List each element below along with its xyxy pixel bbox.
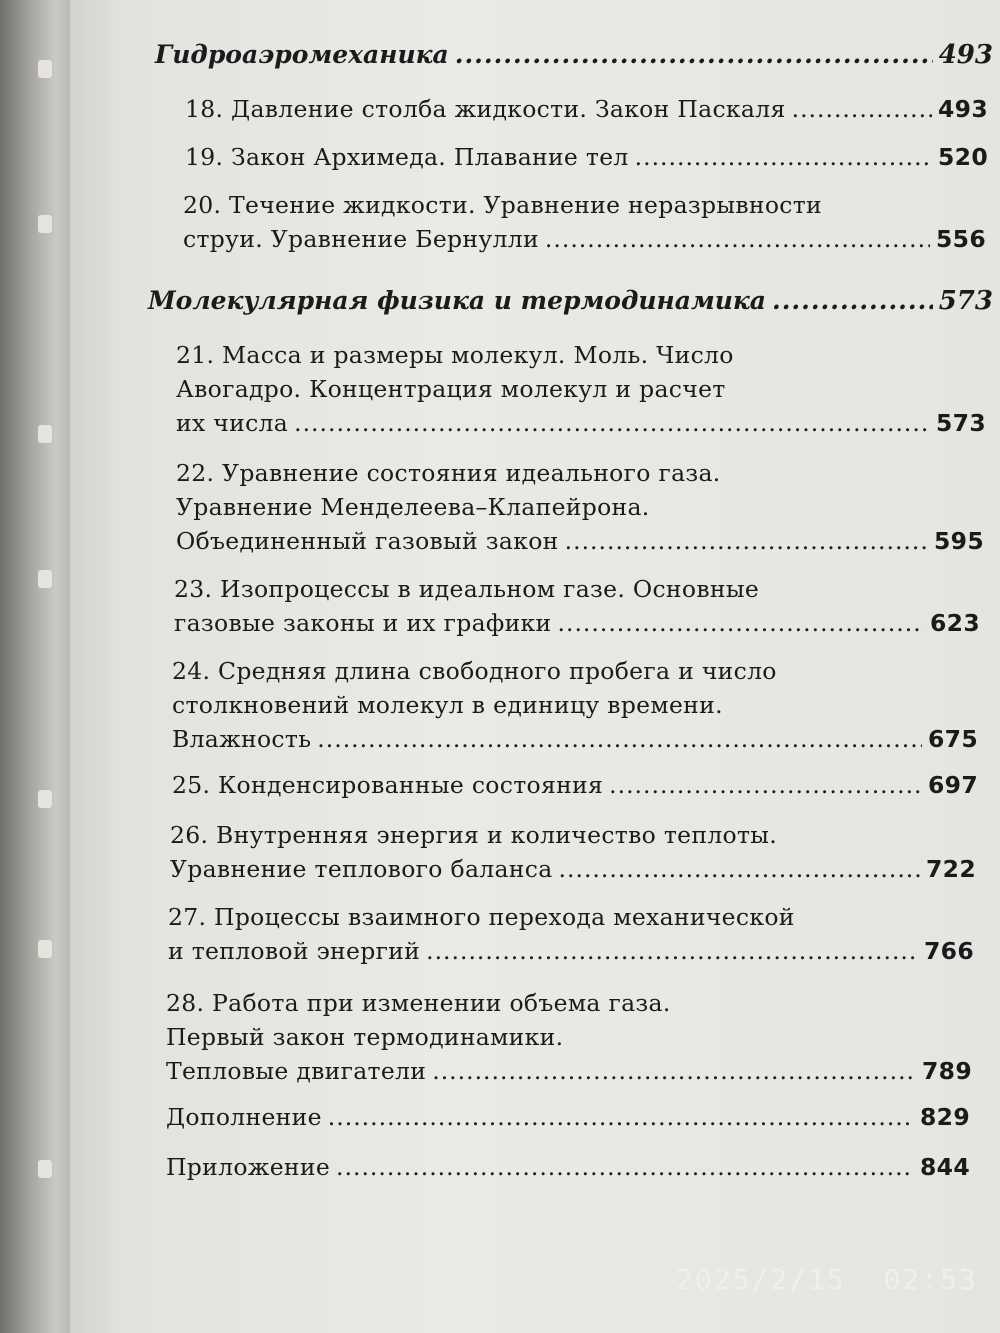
dot-leader [772,286,933,315]
table-of-contents [70,0,1000,1333]
entry-page-number: 675 [928,725,978,753]
dot-leader [545,222,930,256]
dot-leader [336,1150,914,1184]
section-page-number: 573 [938,286,993,316]
toc-entry-20 [183,188,986,256]
entry-text: 20. Течение жидкости. Уравнение неразрывности [183,191,823,219]
entry-text: их числа [176,409,289,437]
entry-page-number: 493 [938,95,988,123]
entry-page-number: 623 [930,609,980,637]
entry-text: Первый закон термодинамики. [166,1023,564,1051]
dot-leader [294,406,930,440]
dot-leader [635,140,932,174]
entry-text: Влажность [172,725,312,753]
binding-stitch [38,425,52,443]
toc-entry-27 [168,900,974,968]
dot-leader [565,524,928,558]
toc-entry-26 [170,818,976,886]
binding-stitch [38,215,52,233]
entry-text: 27. Процессы взаимного перехода механической [168,903,795,931]
toc-entry-appendix [166,1150,970,1184]
binding-stitch [38,790,52,808]
entry-text: 23. Изопроцессы в идеальном газе. Основные [174,575,760,603]
toc-entry-25 [172,768,978,802]
entry-text: Авогадро. Концентрация молекул и расчет [176,375,726,403]
entry-page-number: 829 [920,1103,970,1131]
book-spine [0,0,70,1333]
binding-stitch [38,1160,52,1178]
entry-page-number: 722 [926,855,976,883]
dot-leader [609,768,922,802]
section-page-number: 493 [938,40,993,70]
dot-leader [558,606,925,640]
entry-text: газовые законы и их графики [174,609,552,637]
entry-page-number: 766 [924,937,974,965]
entry-text: 18. Давление столба жидкости. Закон Паскаля [185,95,786,123]
entry-text: 24. Средняя длина свободного пробега и число [172,657,777,685]
section-heading-molecular-physics [148,286,993,316]
binding-stitch [38,60,52,78]
toc-entry-24 [172,654,978,756]
dot-leader [317,722,922,756]
entry-page-number: 844 [920,1153,970,1181]
entry-text: Объединенный газовый закон [176,527,559,555]
entry-text: 21. Масса и размеры молекул. Моль. Число [176,341,734,369]
entry-text: Приложение [166,1153,331,1181]
entry-text: и тепловой энергий [168,937,421,965]
section-title: Молекулярная физика и термодинамика [148,286,767,315]
entry-text: 19. Закон Архимеда. Плавание тел [185,143,629,171]
toc-entry-28 [166,986,972,1088]
entry-text: 28. Работа при изменении объема газа. [166,989,671,1017]
toc-entry-21 [176,338,986,440]
entry-page-number: 556 [936,225,986,253]
photo-timestamp: 2025/2/15 02:53 [676,1263,978,1296]
toc-entry-supplement [166,1100,970,1134]
entry-text: 25. Конденсированные состояния [172,771,604,799]
entry-text: Уравнение Менделеева–Клапейрона. [176,493,650,521]
entry-text: Тепловые двигатели [166,1057,427,1085]
entry-text: Уравнение теплового баланса [170,855,553,883]
dot-leader [426,934,918,968]
toc-entry-19 [185,140,988,174]
entry-page-number: 573 [936,409,986,437]
entry-page-number: 789 [922,1057,972,1085]
toc-entry-18 [185,92,988,126]
book-page [70,0,1000,1333]
entry-text: струи. Уравнение Бернулли [183,225,539,253]
dot-leader [455,40,933,69]
toc-entry-22 [176,456,984,558]
section-heading-hydroaeromechanics [155,40,993,70]
dot-leader [328,1100,914,1134]
entry-text: 26. Внутренняя энергия и количество теплоты. [170,821,778,849]
section-title: Гидроаэромеханика [155,40,449,69]
binding-stitch [38,570,52,588]
entry-text: Дополнение [166,1103,322,1131]
entry-page-number: 520 [938,143,988,171]
entry-text: 22. Уравнение состояния идеального газа. [176,459,721,487]
dot-leader [432,1054,916,1088]
entry-text: столкновений молекул в единицу времени. [172,691,723,719]
dot-leader [792,92,932,126]
entry-page-number: 595 [934,527,984,555]
entry-page-number: 697 [928,771,978,799]
binding-stitch [38,940,52,958]
dot-leader [559,852,921,886]
toc-entry-23 [174,572,980,640]
